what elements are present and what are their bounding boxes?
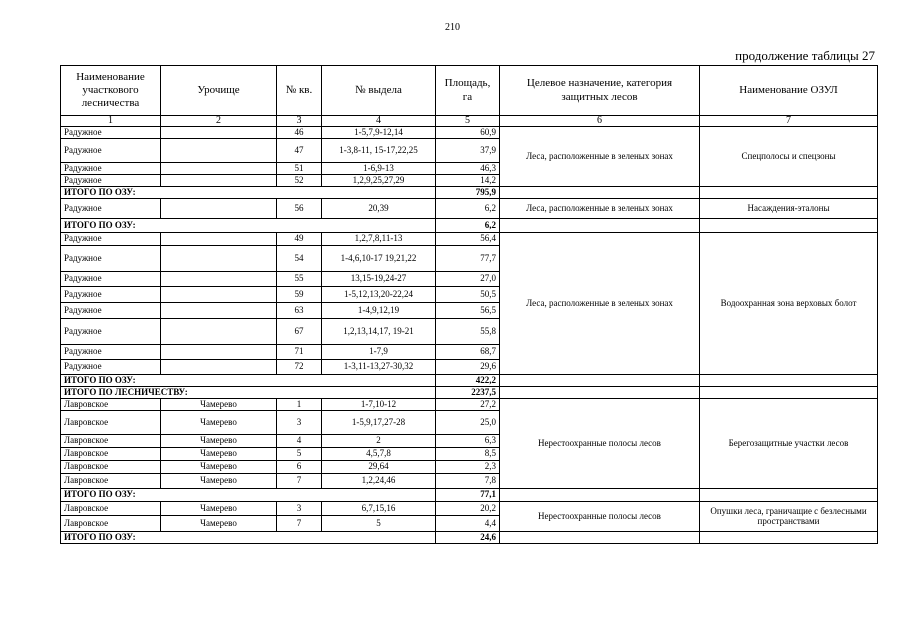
forestry-cell: Лавровское: [61, 502, 161, 516]
quarter-cell: 47: [277, 139, 322, 163]
forestry-cell: Лавровское: [61, 448, 161, 461]
quarter-cell: 72: [277, 360, 322, 375]
quarter-cell: 54: [277, 246, 322, 272]
forestry-total-row: [61, 387, 878, 399]
tract-cell: [161, 233, 277, 246]
header-tract: Урочище: [161, 66, 277, 116]
area-cell: 27,2: [436, 399, 500, 411]
quarter-cell: 49: [277, 233, 322, 246]
tract-cell: [161, 287, 277, 303]
forestry-cell: Радужное: [61, 345, 161, 360]
plots-cell: 1-4,9,12,19: [322, 303, 436, 319]
tract-cell: [161, 199, 277, 219]
area-cell: 46,3: [436, 163, 500, 175]
column-number: 5: [436, 116, 500, 127]
area-cell: 6,3: [436, 435, 500, 448]
tract-cell: Чамерево: [161, 435, 277, 448]
tract-cell: [161, 246, 277, 272]
quarter-cell: 56: [277, 199, 322, 219]
total-row: [61, 375, 878, 387]
forestry-cell: Радужное: [61, 127, 161, 139]
total-label: ИТОГО ПО ОЗУ:: [61, 187, 436, 199]
forestry-total-value: 2237,5: [436, 387, 500, 399]
plots-cell: 1-7,10-12: [322, 399, 436, 411]
plots-cell: 1-5,12,13,20-22,24: [322, 287, 436, 303]
area-cell: 55,8: [436, 319, 500, 345]
forestry-cell: Лавровское: [61, 461, 161, 474]
quarter-cell: 55: [277, 272, 322, 287]
plots-cell: 1,2,24,46: [322, 474, 436, 489]
column-number: 6: [500, 116, 700, 127]
plots-cell: 6,7,15,16: [322, 502, 436, 516]
plots-cell: 1-6,9-13: [322, 163, 436, 175]
purpose-cell: Леса, расположенные в зеленых зонах: [500, 199, 700, 219]
forest-table: [60, 65, 878, 544]
quarter-cell: 7: [277, 516, 322, 532]
plots-cell: 29,64: [322, 461, 436, 474]
total-label: ИТОГО ПО ОЗУ:: [61, 219, 436, 233]
area-cell: 4,4: [436, 516, 500, 532]
plots-cell: 1-7,9: [322, 345, 436, 360]
header-ozul: Наименование ОЗУЛ: [700, 66, 878, 116]
forestry-cell: Лавровское: [61, 435, 161, 448]
plots-cell: 2: [322, 435, 436, 448]
tract-cell: Чамерево: [161, 474, 277, 489]
area-cell: 14,2: [436, 175, 500, 187]
forestry-cell: Радужное: [61, 139, 161, 163]
total-value: 422,2: [436, 375, 500, 387]
area-cell: 77,7: [436, 246, 500, 272]
plots-cell: 1-3,8-11, 15-17,22,25: [322, 139, 436, 163]
page-number: 210: [445, 22, 460, 33]
area-cell: 37,9: [436, 139, 500, 163]
forestry-cell: Радужное: [61, 233, 161, 246]
forestry-cell: Радужное: [61, 319, 161, 345]
area-cell: 29,6: [436, 360, 500, 375]
ozul-cell: Насаждения-эталоны: [700, 199, 878, 219]
plots-cell: 4,5,7,8: [322, 448, 436, 461]
plots-cell: 1-4,6,10-17 19,21,22: [322, 246, 436, 272]
ozul-cell: Берегозащитные участки лесов: [700, 399, 878, 489]
forestry-cell: Лавровское: [61, 516, 161, 532]
tract-cell: [161, 345, 277, 360]
purpose-cell: Леса, расположенные в зеленых зонах: [500, 127, 700, 187]
tract-cell: [161, 319, 277, 345]
quarter-cell: 71: [277, 345, 322, 360]
quarter-cell: 63: [277, 303, 322, 319]
forestry-cell: Лавровское: [61, 399, 161, 411]
plots-cell: 5: [322, 516, 436, 532]
plots-cell: 1,2,13,14,17, 19-21: [322, 319, 436, 345]
forestry-cell: Радужное: [61, 163, 161, 175]
area-cell: 6,2: [436, 199, 500, 219]
area-cell: 2,3: [436, 461, 500, 474]
purpose-cell: Нерестоохранные полосы лесов: [500, 502, 700, 532]
tract-cell: Чамерево: [161, 502, 277, 516]
plots-cell: 1,2,9,25,27,29: [322, 175, 436, 187]
tract-cell: [161, 360, 277, 375]
total-label: ИТОГО ПО ОЗУ:: [61, 375, 436, 387]
tract-cell: [161, 139, 277, 163]
total-value: 795,9: [436, 187, 500, 199]
tract-cell: Чамерево: [161, 411, 277, 435]
forestry-cell: Радужное: [61, 199, 161, 219]
forestry-cell: Радужное: [61, 287, 161, 303]
total-row: [61, 489, 878, 502]
total-value: 77,1: [436, 489, 500, 502]
ozul-cell: Спецполосы и спецзоны: [700, 127, 878, 187]
quarter-cell: 46: [277, 127, 322, 139]
area-cell: 50,5: [436, 287, 500, 303]
tract-cell: [161, 127, 277, 139]
table-caption: продолжение таблицы 27: [735, 48, 875, 63]
table-row: [61, 502, 878, 516]
header-area: Площадь, га: [436, 66, 500, 116]
total-label: ИТОГО ПО ОЗУ:: [61, 532, 436, 544]
plots-cell: 1-3,11-13,27-30,32: [322, 360, 436, 375]
area-cell: 27,0: [436, 272, 500, 287]
area-cell: 56,5: [436, 303, 500, 319]
forestry-cell: Радужное: [61, 175, 161, 187]
tract-cell: Чамерево: [161, 399, 277, 411]
total-row: [61, 532, 878, 544]
tract-cell: Чамерево: [161, 461, 277, 474]
column-number: 7: [700, 116, 878, 127]
header-plots: № выдела: [322, 66, 436, 116]
total-label: ИТОГО ПО ОЗУ:: [61, 489, 436, 502]
header-forestry: Наименование участкового лесничества: [61, 66, 161, 116]
plots-cell: 1-5,9,17,27-28: [322, 411, 436, 435]
column-number: 4: [322, 116, 436, 127]
tract-cell: Чамерево: [161, 448, 277, 461]
forestry-total-label: ИТОГО ПО ЛЕСНИЧЕСТВУ:: [61, 387, 436, 399]
tract-cell: [161, 272, 277, 287]
column-number: 2: [161, 116, 277, 127]
tract-cell: Чамерево: [161, 516, 277, 532]
forestry-cell: Лавровское: [61, 411, 161, 435]
table-row: [61, 233, 878, 246]
table-row: [61, 399, 878, 411]
plots-cell: 1,2,7,8,11-13: [322, 233, 436, 246]
quarter-cell: 5: [277, 448, 322, 461]
area-cell: 7,8: [436, 474, 500, 489]
table-row: [61, 127, 878, 139]
area-cell: 68,7: [436, 345, 500, 360]
header-purpose: Целевое назначение, категория защитных лесов: [500, 66, 700, 116]
forestry-cell: Радужное: [61, 303, 161, 319]
column-number: 3: [277, 116, 322, 127]
area-cell: 25,0: [436, 411, 500, 435]
forestry-cell: Радужное: [61, 246, 161, 272]
quarter-cell: 3: [277, 502, 322, 516]
table-row: [61, 199, 878, 219]
total-row: [61, 187, 878, 199]
tract-cell: [161, 303, 277, 319]
purpose-cell: Леса, расположенные в зеленых зонах: [500, 233, 700, 375]
forestry-cell: Радужное: [61, 360, 161, 375]
area-cell: 60,9: [436, 127, 500, 139]
quarter-cell: 51: [277, 163, 322, 175]
forestry-cell: Радужное: [61, 272, 161, 287]
quarter-cell: 7: [277, 474, 322, 489]
area-cell: 20,2: [436, 502, 500, 516]
quarter-cell: 4: [277, 435, 322, 448]
plots-cell: 1-5,7,9-12,14: [322, 127, 436, 139]
tract-cell: [161, 163, 277, 175]
area-cell: 8,5: [436, 448, 500, 461]
quarter-cell: 1: [277, 399, 322, 411]
tract-cell: [161, 175, 277, 187]
total-row: [61, 219, 878, 233]
quarter-cell: 6: [277, 461, 322, 474]
quarter-cell: 67: [277, 319, 322, 345]
plots-cell: 13,15-19,24-27: [322, 272, 436, 287]
area-cell: 56,4: [436, 233, 500, 246]
quarter-cell: 59: [277, 287, 322, 303]
plots-cell: 20,39: [322, 199, 436, 219]
quarter-cell: 52: [277, 175, 322, 187]
ozul-cell: Водоохранная зона верховых болот: [700, 233, 878, 375]
header-quarter: № кв.: [277, 66, 322, 116]
column-number: 1: [61, 116, 161, 127]
purpose-cell: Нерестоохранные полосы лесов: [500, 399, 700, 489]
quarter-cell: 3: [277, 411, 322, 435]
ozul-cell: Опушки леса, граничащие с безлесными пространствами: [700, 502, 878, 532]
total-value: 24,6: [436, 532, 500, 544]
total-value: 6,2: [436, 219, 500, 233]
forestry-cell: Лавровское: [61, 474, 161, 489]
